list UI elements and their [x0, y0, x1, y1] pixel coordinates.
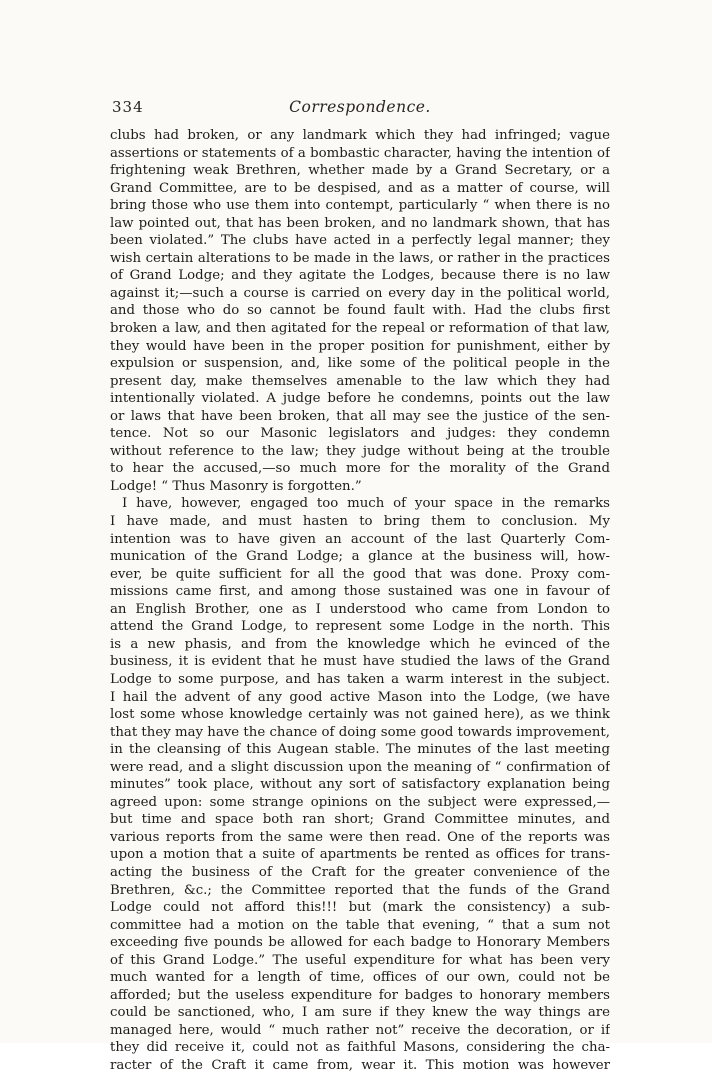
running-title: Correspondence. — [289, 98, 431, 116]
text-line: without reference to the law; they judge without being at the trouble — [110, 443, 610, 459]
text-line: of Grand Lodge; and they agitate the Lodges, because there is no law — [110, 268, 610, 284]
text-line: missions came first, and among those sustained was one in favour of — [110, 584, 610, 600]
text-line: intentionally violated. A judge before he condemns, points out the law — [110, 391, 610, 407]
text-line: frightening weak Brethren, whether made by a Grand Secretary, or a — [110, 163, 610, 179]
text-line: an English Brother, one as I understood who came from London to — [110, 601, 610, 617]
page-number: 334 — [112, 98, 144, 116]
text-line: I hail the advent of any good active Mason into the Lodge, (we have — [110, 689, 610, 705]
text-line: Brethren, &c.; the Committee reported that the funds of the Grand — [110, 882, 610, 898]
text-line: law pointed out, that has been broken, and no landmark shown, that has — [110, 215, 610, 231]
text-line: Lodge to some purpose, and has taken a warm interest in the subject. — [110, 671, 610, 687]
paragraph-end-line: Lodge! “ Thus Masonry is forgotten.” — [110, 478, 362, 494]
text-line: were read, and a slight discussion upon the meaning of “ confirmation of — [110, 759, 610, 775]
text-line: to hear the accused,—so much more for the morality of the Grand — [110, 461, 610, 477]
text-line: acting the business of the Craft for the greater convenience of the — [110, 864, 610, 880]
text-line: intention was to have given an account of the last Quarterly Com- — [110, 531, 610, 547]
text-line: and those who do so cannot be found fault with. Had the clubs first — [110, 303, 610, 319]
text-line: is a new phasis, and from the knowledge which he evinced of the — [110, 636, 610, 652]
paragraph-start-line: I have, however, engaged too much of your space in the remarks — [122, 496, 610, 512]
page-header — [112, 98, 608, 120]
text-line: agreed upon: some strange opinions on the subject were expressed,— — [110, 794, 610, 810]
text-line: against it;—such a course is carried on every day in the political world, — [110, 285, 610, 301]
text-line: they would have been in the proper position for punishment, either by — [110, 338, 610, 354]
text-line: upon a motion that a suite of apartments be rented as offices for trans- — [110, 847, 610, 863]
text-line: Grand Committee, are to be despised, and as a matter of course, will — [110, 180, 610, 196]
text-line: minutes” took place, without any sort of satisfactory explanation being — [110, 777, 610, 793]
text-line: committee had a motion on the table that evening, “ that a sum not — [110, 917, 610, 933]
text-line: managed here, would “ much rather not” receive the decoration, or if — [110, 1022, 610, 1038]
text-line: in the cleansing of this Augean stable. The minutes of the last meeting — [110, 742, 610, 758]
text-line: racter of the Craft it came from, wear it. This motion was however — [110, 1057, 610, 1073]
text-line: expulsion or suspension, and, like some of the political people in the — [110, 356, 610, 372]
text-line: munication of the Grand Lodge; a glance at the business will, how- — [110, 549, 610, 565]
text-line: attend the Grand Lodge, to represent some Lodge in the north. This — [110, 619, 610, 635]
text-line: been violated.” The clubs have acted in a perfectly legal manner; they — [110, 233, 610, 249]
text-line: that they may have the chance of doing some good towards improvement, — [110, 724, 610, 740]
text-line: present day, make themselves amenable to the law which they had — [110, 373, 610, 389]
text-line: assertions or statements of a bombastic character, having the intention of — [110, 145, 610, 161]
text-line: they did receive it, could not as faithful Masons, considering the cha- — [110, 1040, 610, 1056]
text-line: afforded; but the useless expenditure for badges to honorary members — [110, 987, 610, 1003]
text-line: exceeding five pounds be allowed for each badge to Honorary Members — [110, 935, 610, 951]
text-line: clubs had broken, or any landmark which they had infringed; vague — [110, 128, 610, 143]
text-line: much wanted for a length of time, offices of our own, could not be — [110, 970, 610, 986]
text-line: of this Grand Lodge.” The useful expenditure for what has been very — [110, 952, 610, 968]
text-line: business, it is evident that he must have studied the laws of the Grand — [110, 654, 610, 670]
text-line: could be sanctioned, who, I am sure if they knew the way things are — [110, 1005, 610, 1021]
text-line: bring those who use them into contempt, particularly “ when there is no — [110, 198, 610, 214]
text-line: lost some whose knowledge certainly was not gained here), as we think — [110, 707, 610, 723]
text-line: various reports from the same were then read. One of the reports was — [110, 829, 610, 845]
text-line: ever, be quite sufficient for all the good that was done. Proxy com- — [110, 566, 610, 582]
text-line: but time and space both ran short; Grand Committee minutes, and — [110, 812, 610, 828]
body-text — [110, 127, 610, 1075]
text-line: or laws that have been broken, that all may see the justice of the sen- — [110, 408, 610, 424]
text-line: tence. Not so our Masonic legislators and judges: they condemn — [110, 426, 610, 442]
text-line: wish certain alterations to be made in the laws, or rather in the practices — [110, 250, 610, 266]
text-line: broken a law, and then agitated for the repeal or reformation of that law, — [110, 321, 610, 337]
text-line: I have made, and must hasten to bring them to conclusion. My — [110, 514, 610, 530]
text-line: Lodge could not afford this!!! but (mark the consistency) a sub- — [110, 900, 610, 916]
